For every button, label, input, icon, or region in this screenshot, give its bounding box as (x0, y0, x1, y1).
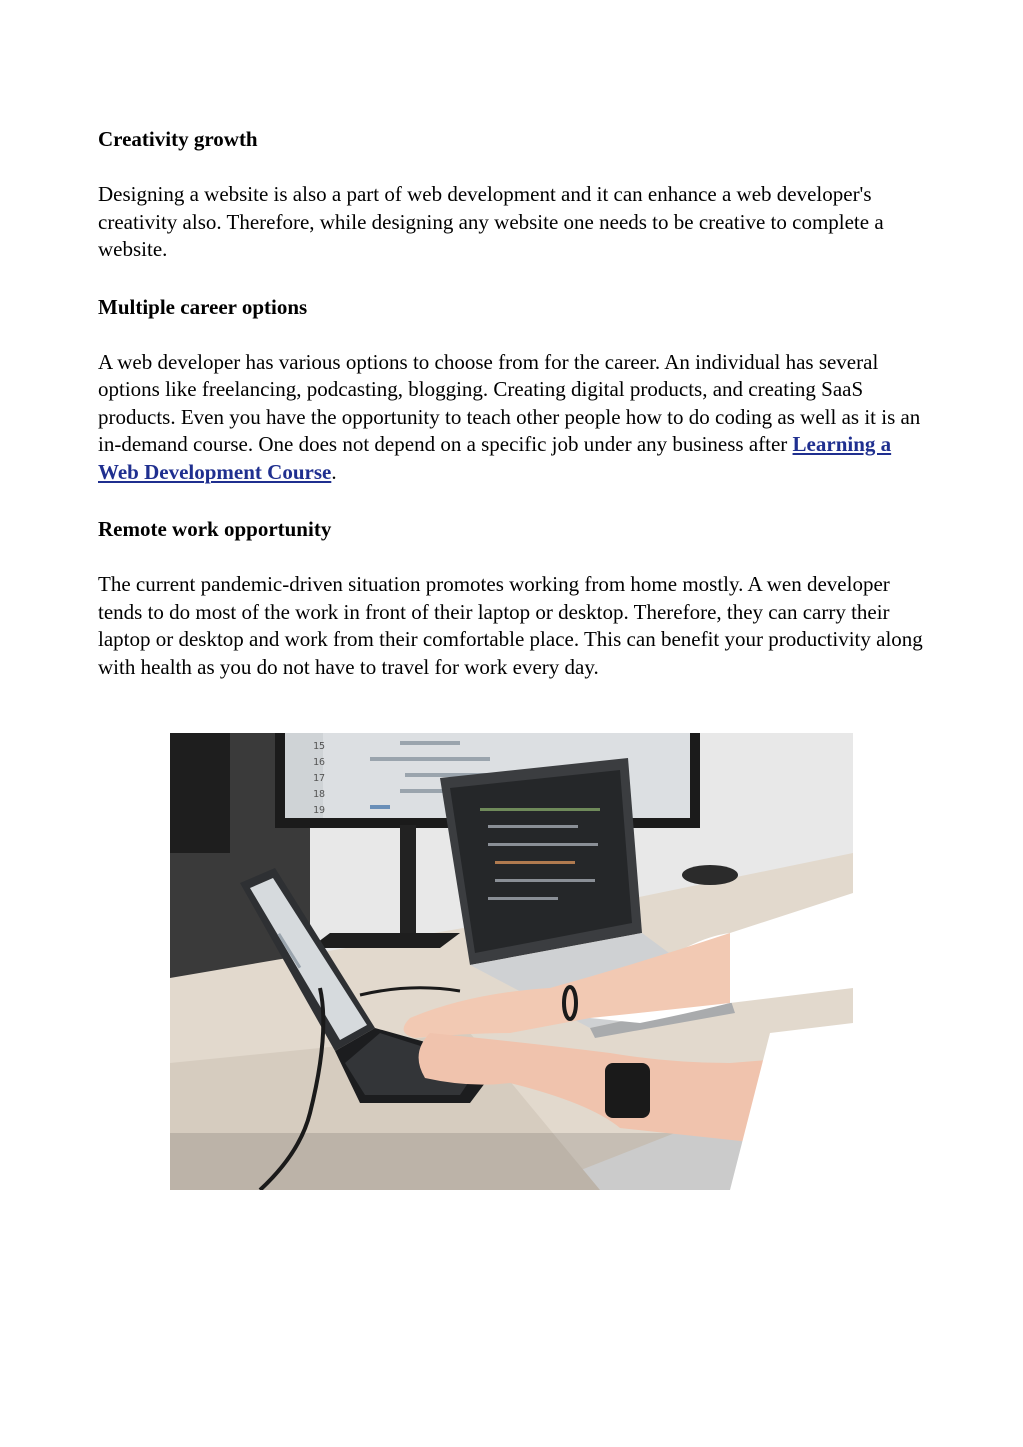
web-development-course-link[interactable]: Learning a Web Development Course (98, 432, 892, 484)
career-text-end: . (331, 459, 337, 484)
line-number-19: 19 (313, 805, 326, 816)
line-number-15: 15 (313, 741, 326, 752)
section-body-creativity: Designing a website is also a part of web development and it can enhance a web developer's creativity also. Therefore, while designing any website one needs to be creative to complete a website. (98, 182, 884, 261)
section-heading-remote: Remote work opportunity (98, 517, 332, 541)
section-heading-career: Multiple career options (98, 294, 308, 319)
article-body (98, 124, 928, 709)
line-number-17: 17 (313, 773, 326, 784)
developer-workspace-photo (170, 733, 853, 1190)
section-body-career (98, 349, 928, 487)
section-heading-creativity: Creativity growth (98, 127, 258, 151)
section-body-remote: The current pandemic-driven situation promotes working from home mostly. A wen developer tends to do most of the work in front of their laptop or desktop. Therefore, they can carry their laptop or desktop and work from their comfortable place. This can benefit your productivity along with health as you do not have to travel for work every day. (98, 572, 923, 679)
career-text: A web developer has various options to choose from for the career. An individual has several options like freelancing, podcasting, blogging. Creating digital products, and creating SaaS products. Even you have the opportunity to teach other people how to do coding as well as it is an in-demand course. One does not depend on a specific job under any business after (98, 349, 921, 456)
line-number-18: 18 (313, 789, 326, 800)
wristwatch-icon (605, 1063, 650, 1118)
computer-mouse (682, 865, 738, 885)
line-number-16: 16 (313, 757, 326, 768)
